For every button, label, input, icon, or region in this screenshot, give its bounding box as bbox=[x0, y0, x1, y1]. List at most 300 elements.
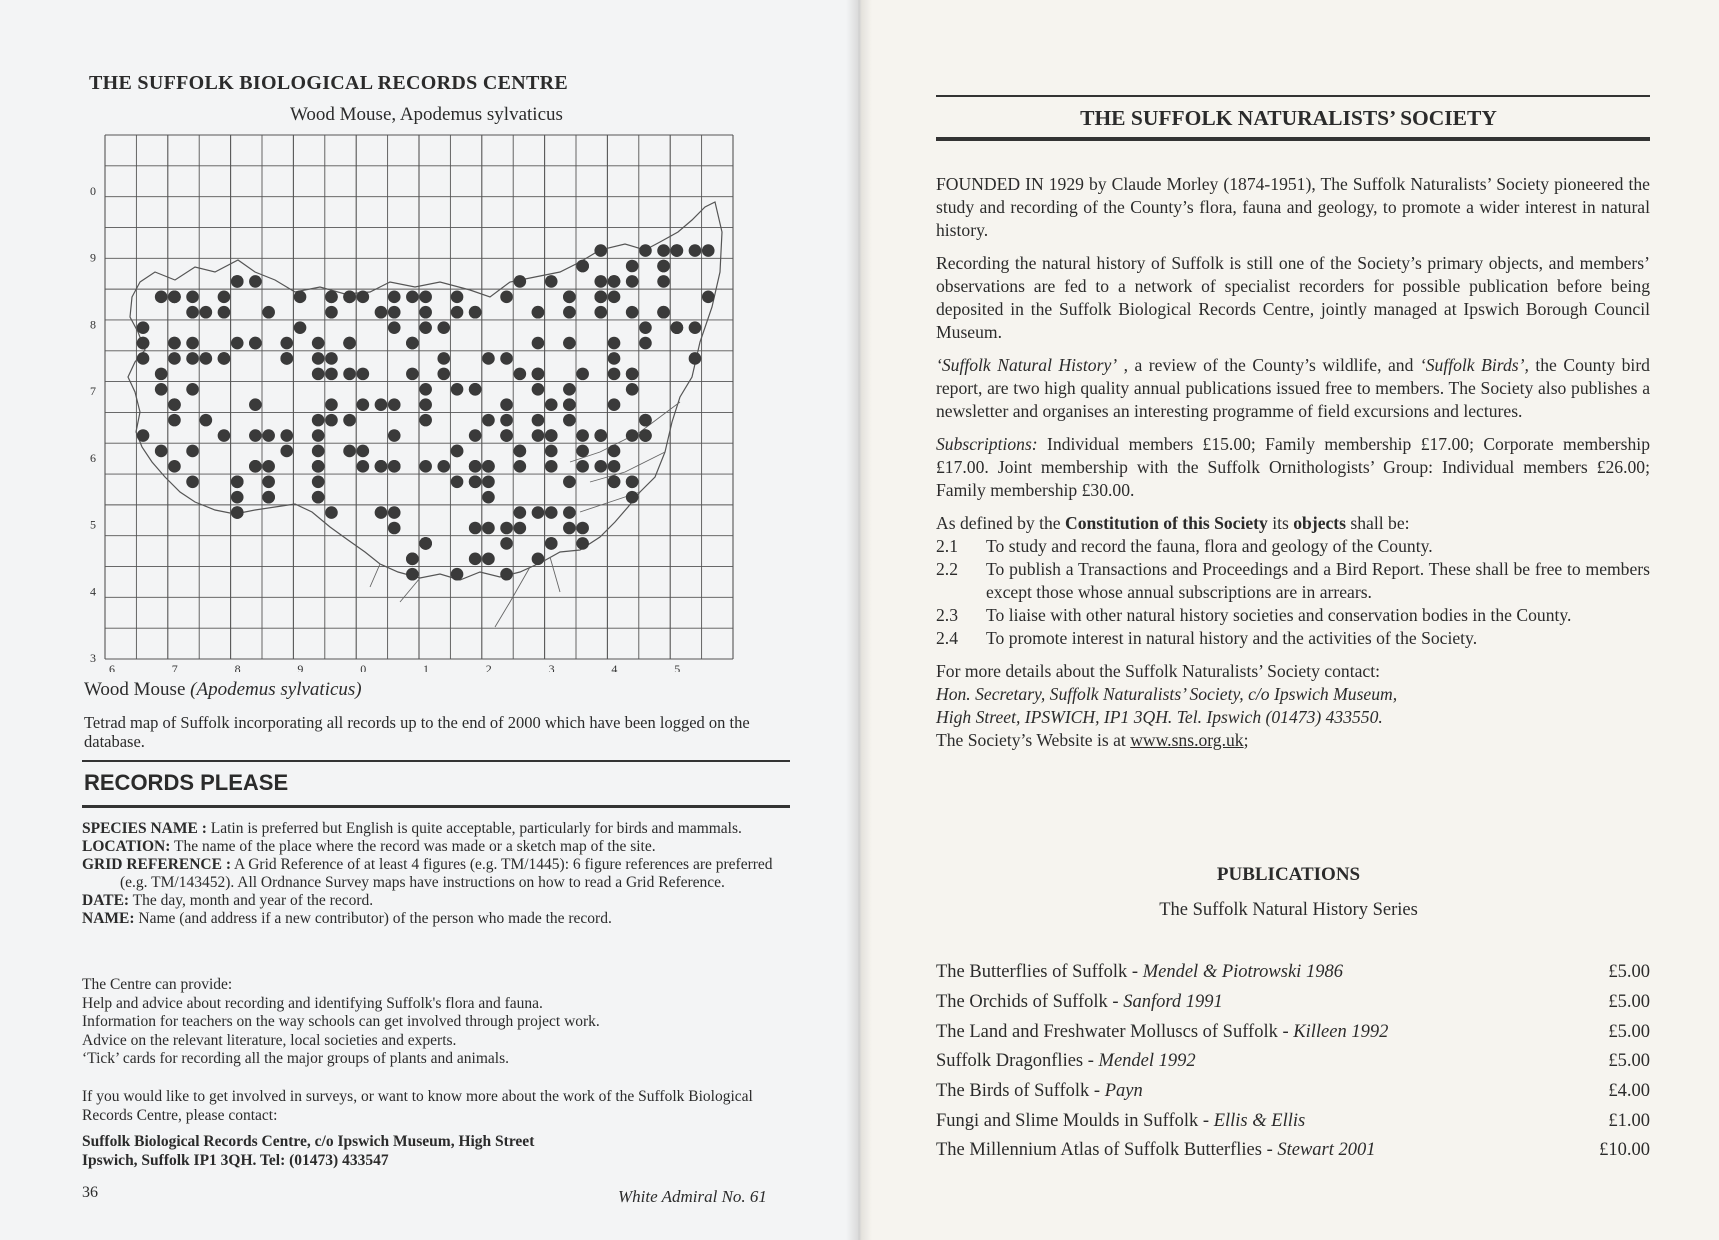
tetrad-map-svg bbox=[80, 132, 792, 672]
publications-list bbox=[936, 958, 1650, 1166]
record-dot bbox=[500, 568, 513, 581]
record-dot bbox=[689, 352, 702, 365]
record-dot bbox=[608, 291, 621, 304]
record-dot bbox=[325, 414, 338, 427]
tetrad-map bbox=[80, 132, 792, 677]
record-dot bbox=[437, 352, 450, 365]
object-number: 2.3 bbox=[936, 605, 958, 625]
record-dot bbox=[657, 260, 670, 273]
record-dot bbox=[482, 522, 495, 535]
record-dot bbox=[218, 306, 231, 319]
record-dot bbox=[262, 491, 275, 504]
record-dot bbox=[388, 321, 401, 334]
record-dot bbox=[500, 537, 513, 550]
publication-name: The Orchids of Suffolk - bbox=[936, 992, 1124, 1013]
record-dot bbox=[388, 291, 401, 304]
x-axis-label: 5 bbox=[674, 662, 681, 672]
record-requirement bbox=[82, 856, 790, 892]
founding-paragraph: FOUNDED IN 1929 by Claude Morley (1874-1951), The Suffolk Naturalists’ Society pioneered the study and recording of the County’s flora, fauna and geology, to promote a wider interest in natural history. bbox=[936, 174, 1650, 240]
record-dot bbox=[639, 321, 652, 334]
record-dot bbox=[200, 306, 213, 319]
record-dot bbox=[357, 368, 370, 381]
record-dot bbox=[388, 522, 401, 535]
record-dot bbox=[532, 383, 545, 396]
record-dot bbox=[594, 275, 607, 288]
record-dot bbox=[514, 445, 527, 458]
record-dot bbox=[639, 337, 652, 350]
record-dot bbox=[218, 429, 231, 442]
record-dot bbox=[437, 460, 450, 473]
record-dot bbox=[312, 414, 325, 427]
record-dot bbox=[437, 368, 450, 381]
record-dot bbox=[218, 291, 231, 304]
record-dot bbox=[357, 460, 370, 473]
record-dot bbox=[532, 429, 545, 442]
record-dot bbox=[500, 352, 513, 365]
record-dot bbox=[343, 445, 356, 458]
record-dot bbox=[482, 460, 495, 473]
record-dot bbox=[357, 398, 370, 411]
record-dot bbox=[626, 306, 639, 319]
record-dot bbox=[312, 475, 325, 488]
records-centre-heading: THE SUFFOLK BIOLOGICAL RECORDS CENTRE bbox=[89, 72, 568, 94]
record-dot bbox=[388, 429, 401, 442]
y-axis-label: 8 bbox=[90, 317, 96, 332]
map-caption bbox=[84, 679, 362, 701]
record-dot bbox=[249, 429, 262, 442]
record-dot bbox=[325, 368, 338, 381]
record-dot bbox=[312, 460, 325, 473]
contact-line: High Street, IPSWICH, IP1 3QH. Tel. Ipswich (01473) 433550. bbox=[936, 707, 1383, 727]
record-dot bbox=[137, 337, 150, 350]
x-axis-label: 8 bbox=[234, 662, 241, 672]
y-axis-label: 9 bbox=[90, 250, 96, 265]
record-dot bbox=[231, 337, 244, 350]
publication-name: The Birds of Suffolk - bbox=[936, 1081, 1105, 1102]
record-dot bbox=[594, 460, 607, 473]
requirement-text: Name (and address if a new contributor) of the person who made the record. bbox=[134, 910, 612, 927]
publication-name: ‘Suffolk Birds’, bbox=[1419, 355, 1529, 375]
record-dot bbox=[186, 475, 199, 488]
x-axis-label: 6 bbox=[109, 662, 115, 672]
record-dot bbox=[231, 491, 244, 504]
record-dot bbox=[608, 398, 621, 411]
record-dot bbox=[689, 321, 702, 334]
centre-service-item: Help and advice about recording and identifying Suffolk's flora and fauna. bbox=[82, 994, 543, 1012]
y-axis-label: 3 bbox=[90, 651, 96, 665]
record-requirement bbox=[82, 910, 790, 928]
publication-row bbox=[936, 958, 1650, 988]
text-span: its bbox=[1267, 513, 1294, 533]
record-dot bbox=[514, 522, 527, 535]
record-dot bbox=[563, 522, 576, 535]
records-contact-text: If you would like to get involved in surveys, or want to know more about the work of the Suffolk Biological Records Centre, please contact: bbox=[82, 1088, 753, 1124]
running-footer: White Admiral No. 61 bbox=[618, 1187, 767, 1206]
publication-author: Killeen 1992 bbox=[1293, 1021, 1389, 1042]
y-axis-label: 5 bbox=[90, 517, 96, 532]
publication-author: Mendel & Piotrowski 1986 bbox=[1142, 962, 1343, 983]
y-axis-label: 7 bbox=[90, 384, 96, 399]
record-dot bbox=[249, 337, 262, 350]
record-dot bbox=[514, 368, 527, 381]
x-axis-label: 3 bbox=[548, 662, 555, 672]
recording-paragraph: Recording the natural history of Suffolk is still one of the Society’s primary objects, and members’ observations are fed to a network of specialist recorders for possible publication before being deposited in the Suffolk Biological Records Centre, jointly managed at Ipswich Borough Council Museum. bbox=[936, 253, 1650, 342]
record-dot bbox=[563, 306, 576, 319]
publication-price: £5.00 bbox=[1608, 992, 1650, 1013]
requirement-label: SPECIES NAME : bbox=[82, 820, 207, 837]
record-dot bbox=[608, 337, 621, 350]
publication-price: £4.00 bbox=[1608, 1081, 1650, 1102]
publication-row bbox=[936, 1017, 1650, 1047]
objects-intro bbox=[936, 512, 1650, 535]
x-axis-label: 9 bbox=[297, 662, 304, 672]
record-dot bbox=[137, 429, 150, 442]
page-number: 36 bbox=[82, 1184, 98, 1201]
requirement-label: GRID REFERENCE : bbox=[82, 856, 231, 873]
record-dot bbox=[168, 460, 181, 473]
publication-author: Payn bbox=[1104, 1081, 1143, 1102]
record-dot bbox=[500, 429, 513, 442]
record-dot bbox=[671, 321, 684, 334]
record-dot bbox=[262, 475, 275, 488]
record-requirement bbox=[82, 838, 790, 856]
publication-name: ‘Suffolk Natural History’ bbox=[936, 355, 1118, 375]
record-dot bbox=[419, 398, 432, 411]
y-axis-label: 6 bbox=[90, 450, 96, 465]
record-dot bbox=[514, 460, 527, 473]
publication-name: The Millennium Atlas of Suffolk Butterflies - bbox=[936, 1140, 1278, 1161]
record-dot bbox=[280, 337, 293, 350]
record-dot bbox=[576, 522, 589, 535]
record-dot bbox=[469, 475, 482, 488]
publication-price: £5.00 bbox=[1608, 1051, 1650, 1072]
record-dot bbox=[168, 414, 181, 427]
record-dot bbox=[563, 383, 576, 396]
record-dot bbox=[576, 429, 589, 442]
record-dot bbox=[576, 260, 589, 273]
record-dot bbox=[280, 429, 293, 442]
record-dot bbox=[155, 291, 168, 304]
text-span: Constitution of this Society bbox=[1065, 513, 1268, 533]
record-dot bbox=[626, 429, 639, 442]
publication-author: Ellis & Ellis bbox=[1213, 1110, 1306, 1131]
record-dot bbox=[388, 460, 401, 473]
record-dot bbox=[576, 445, 589, 458]
record-dot bbox=[639, 414, 652, 427]
record-dot bbox=[357, 445, 370, 458]
x-axis-label: 1 bbox=[423, 662, 429, 672]
record-dot bbox=[343, 414, 356, 427]
record-dot bbox=[325, 291, 338, 304]
publication-row bbox=[936, 1136, 1650, 1166]
record-dot bbox=[482, 352, 495, 365]
record-dot bbox=[419, 460, 432, 473]
record-dot bbox=[469, 306, 482, 319]
records-centre-address bbox=[82, 1133, 790, 1170]
record-dot bbox=[451, 291, 464, 304]
centre-service-item: ‘Tick’ cards for recording all the major groups of plants and animals. bbox=[82, 1050, 509, 1067]
record-dot bbox=[280, 445, 293, 458]
record-dot bbox=[532, 368, 545, 381]
map-grid bbox=[105, 135, 733, 659]
record-dot bbox=[312, 352, 325, 365]
record-dot bbox=[626, 383, 639, 396]
object-number: 2.4 bbox=[936, 628, 958, 648]
record-dot bbox=[671, 244, 684, 257]
society-body bbox=[936, 173, 1650, 752]
record-dot bbox=[375, 306, 388, 319]
divider bbox=[82, 760, 790, 762]
object-text: To study and record the fauna, flora and geology of the County. bbox=[986, 536, 1433, 556]
record-dot bbox=[186, 291, 199, 304]
website-link[interactable]: www.sns.org.uk bbox=[1130, 730, 1244, 750]
record-dot bbox=[249, 398, 262, 411]
publications-heading: PUBLICATIONS bbox=[1216, 864, 1361, 885]
publication-title bbox=[936, 1081, 1143, 1102]
record-dot bbox=[608, 460, 621, 473]
record-dot bbox=[451, 445, 464, 458]
x-axis-label: 4 bbox=[611, 662, 618, 672]
publication-name: The Butterflies of Suffolk - bbox=[936, 962, 1143, 983]
record-dot bbox=[657, 244, 670, 257]
record-dot bbox=[500, 522, 513, 535]
requirement-text: The day, month and year of the record. bbox=[129, 892, 374, 909]
record-dot bbox=[608, 368, 621, 381]
record-dot bbox=[451, 383, 464, 396]
record-dot bbox=[532, 506, 545, 519]
record-dot bbox=[186, 306, 199, 319]
divider bbox=[82, 805, 790, 808]
record-dot bbox=[155, 383, 168, 396]
record-dot bbox=[469, 522, 482, 535]
record-dot bbox=[406, 553, 419, 566]
record-dot bbox=[388, 306, 401, 319]
record-dot bbox=[406, 337, 419, 350]
record-dot bbox=[312, 368, 325, 381]
record-dot bbox=[406, 368, 419, 381]
record-dot bbox=[343, 368, 356, 381]
record-dot bbox=[262, 460, 275, 473]
record-dot bbox=[514, 506, 527, 519]
record-requirement bbox=[82, 892, 790, 910]
record-dot bbox=[419, 321, 432, 334]
requirement-text: The name of the place where the record was made or a sketch map of the site. bbox=[170, 838, 656, 855]
caption-common-name: Wood Mouse bbox=[84, 679, 191, 700]
record-dot bbox=[312, 491, 325, 504]
requirement-label: LOCATION: bbox=[82, 838, 171, 855]
address-line: Suffolk Biological Records Centre, c/o Ipswich Museum, High Street bbox=[82, 1133, 535, 1150]
record-dot bbox=[231, 275, 244, 288]
requirement-label: DATE: bbox=[82, 892, 130, 909]
record-dot bbox=[500, 414, 513, 427]
record-dot bbox=[469, 429, 482, 442]
record-dot bbox=[280, 352, 293, 365]
object-number: 2.1 bbox=[936, 536, 958, 556]
record-dot bbox=[168, 291, 181, 304]
x-axis-label: 7 bbox=[171, 662, 178, 672]
record-dot bbox=[469, 383, 482, 396]
object-item bbox=[936, 627, 1650, 650]
record-dot bbox=[532, 553, 545, 566]
x-axis-label: 2 bbox=[485, 662, 492, 672]
record-dot bbox=[451, 568, 464, 581]
record-dot bbox=[594, 429, 607, 442]
text-span: The Society’s Website is at bbox=[936, 730, 1131, 750]
record-dot bbox=[155, 368, 168, 381]
publication-title bbox=[936, 1022, 1388, 1043]
publication-author: Mendel 1992 bbox=[1098, 1051, 1196, 1072]
centre-services bbox=[82, 976, 790, 1069]
publication-price: £1.00 bbox=[1608, 1110, 1650, 1131]
record-dot bbox=[249, 460, 262, 473]
record-dot bbox=[626, 475, 639, 488]
record-dot bbox=[608, 445, 621, 458]
record-dot bbox=[249, 275, 262, 288]
object-item bbox=[936, 604, 1650, 627]
record-requirement bbox=[82, 820, 790, 838]
map-title: Wood Mouse, Apodemus sylvaticus bbox=[290, 104, 563, 125]
record-dot bbox=[325, 352, 338, 365]
record-dot bbox=[419, 291, 432, 304]
map-y-labels bbox=[90, 184, 96, 665]
record-dot bbox=[482, 414, 495, 427]
record-dot bbox=[545, 398, 558, 411]
record-dot bbox=[608, 352, 621, 365]
record-dot bbox=[137, 321, 150, 334]
book-gutter bbox=[846, 0, 872, 1240]
text-span: ; bbox=[1243, 730, 1249, 750]
record-dot bbox=[200, 352, 213, 365]
records-please-title: RECORDS PLEASE bbox=[84, 770, 289, 795]
record-dot bbox=[375, 460, 388, 473]
record-dot bbox=[357, 291, 370, 304]
record-dot bbox=[608, 475, 621, 488]
centre-service-item: Information for teachers on the way schools can get involved through project work. bbox=[82, 1013, 600, 1030]
record-dot bbox=[419, 414, 432, 427]
divider bbox=[936, 95, 1650, 97]
record-dot bbox=[343, 337, 356, 350]
centre-service-item: Advice on the relevant literature, local societies and experts. bbox=[82, 1031, 457, 1049]
record-dot bbox=[639, 429, 652, 442]
requirement-label: NAME: bbox=[82, 910, 135, 927]
record-dot bbox=[469, 460, 482, 473]
record-dot bbox=[545, 445, 558, 458]
record-dot bbox=[312, 429, 325, 442]
text-span: , a review of the County’s wildlife, and bbox=[1117, 355, 1420, 375]
y-axis-label: 4 bbox=[90, 584, 96, 599]
publications-paragraph bbox=[936, 354, 1650, 423]
record-dot bbox=[532, 337, 545, 350]
record-dot bbox=[576, 537, 589, 550]
map-x-labels bbox=[109, 662, 680, 672]
publication-title bbox=[936, 1111, 1305, 1132]
record-dot bbox=[545, 460, 558, 473]
requirement-text: Latin is preferred but English is quite acceptable, particularly for birds and mammals. bbox=[206, 820, 742, 837]
record-dot bbox=[419, 306, 432, 319]
record-dot bbox=[545, 506, 558, 519]
record-dot bbox=[626, 368, 639, 381]
record-dot bbox=[168, 352, 181, 365]
record-dot bbox=[406, 291, 419, 304]
record-dot bbox=[186, 445, 199, 458]
record-dot bbox=[262, 306, 275, 319]
record-dot bbox=[168, 398, 181, 411]
record-dot bbox=[702, 244, 715, 257]
record-dot bbox=[482, 491, 495, 504]
record-dot bbox=[576, 368, 589, 381]
x-axis-label: 0 bbox=[360, 662, 367, 672]
record-dot bbox=[608, 275, 621, 288]
text-span: objects bbox=[1293, 513, 1347, 533]
record-dot bbox=[451, 306, 464, 319]
record-dot bbox=[594, 306, 607, 319]
record-dot bbox=[325, 306, 338, 319]
record-dot bbox=[689, 244, 702, 257]
record-dot bbox=[563, 398, 576, 411]
record-dot bbox=[343, 291, 356, 304]
subscriptions-text: Individual members £15.00; Family membership £17.00; Corporate membership £17.00. Joint membership with the Suffolk Ornithologists’ Group: Individual members £26.00; Family membership £30.00. bbox=[936, 434, 1650, 500]
publication-title bbox=[936, 1140, 1376, 1161]
publication-row bbox=[936, 1047, 1650, 1077]
record-dot bbox=[186, 383, 199, 396]
publication-title bbox=[936, 1051, 1196, 1072]
record-dot bbox=[702, 291, 715, 304]
record-dot bbox=[375, 506, 388, 519]
centre-intro: The Centre can provide: bbox=[82, 976, 233, 993]
contact-intro: For more details about the Suffolk Naturalists’ Society contact: bbox=[936, 661, 1380, 681]
record-dot bbox=[388, 398, 401, 411]
record-dot bbox=[545, 429, 558, 442]
publication-author: Stewart 2001 bbox=[1277, 1140, 1376, 1161]
record-dot bbox=[469, 553, 482, 566]
publication-row bbox=[936, 1106, 1650, 1136]
record-dot bbox=[594, 244, 607, 257]
record-dot bbox=[657, 306, 670, 319]
record-dot bbox=[576, 460, 589, 473]
subscriptions-label: Subscriptions: bbox=[936, 434, 1038, 454]
record-dot bbox=[419, 537, 432, 550]
object-item bbox=[936, 558, 1650, 604]
object-number: 2.2 bbox=[936, 559, 958, 579]
object-item bbox=[936, 535, 1650, 558]
record-dot bbox=[294, 291, 307, 304]
publication-price: £5.00 bbox=[1608, 1021, 1650, 1042]
record-dot bbox=[231, 506, 244, 519]
map-description: Tetrad map of Suffolk incorporating all records up to the end of 2000 which have been logged on the database. bbox=[84, 713, 750, 751]
publication-row bbox=[936, 988, 1650, 1018]
record-dot bbox=[545, 275, 558, 288]
publication-row bbox=[936, 1077, 1650, 1107]
object-text: To publish a Transactions and Proceedings and a Bird Report. These shall be free to members except those whose annual subscriptions are in arrears. bbox=[986, 559, 1650, 602]
divider bbox=[936, 137, 1650, 141]
record-dot bbox=[419, 383, 432, 396]
object-text: To promote interest in natural history and the activities of the Society. bbox=[986, 628, 1478, 648]
record-dot bbox=[532, 414, 545, 427]
record-dot bbox=[186, 352, 199, 365]
society-title: THE SUFFOLK NATURALISTS’ SOCIETY bbox=[1080, 106, 1497, 130]
record-dot bbox=[639, 244, 652, 257]
text-span: the County bird report, are two high quality annual publications issued free to members. The Society also publishes a newsletter and organises an interesting programme of field excursions and lectures. bbox=[936, 355, 1650, 421]
records-requirements-list bbox=[82, 820, 790, 928]
record-dot bbox=[545, 537, 558, 550]
record-dot bbox=[500, 291, 513, 304]
publication-author: Sanford 1991 bbox=[1123, 992, 1223, 1013]
record-dot bbox=[218, 352, 231, 365]
object-text: To liaise with other natural history societies and conservation bodies in the County. bbox=[986, 605, 1572, 625]
contact-line: Hon. Secretary, Suffolk Naturalists’ Society, c/o Ipswich Museum, bbox=[936, 684, 1398, 704]
text-span: As defined by the bbox=[936, 513, 1065, 533]
record-dot bbox=[200, 414, 213, 427]
